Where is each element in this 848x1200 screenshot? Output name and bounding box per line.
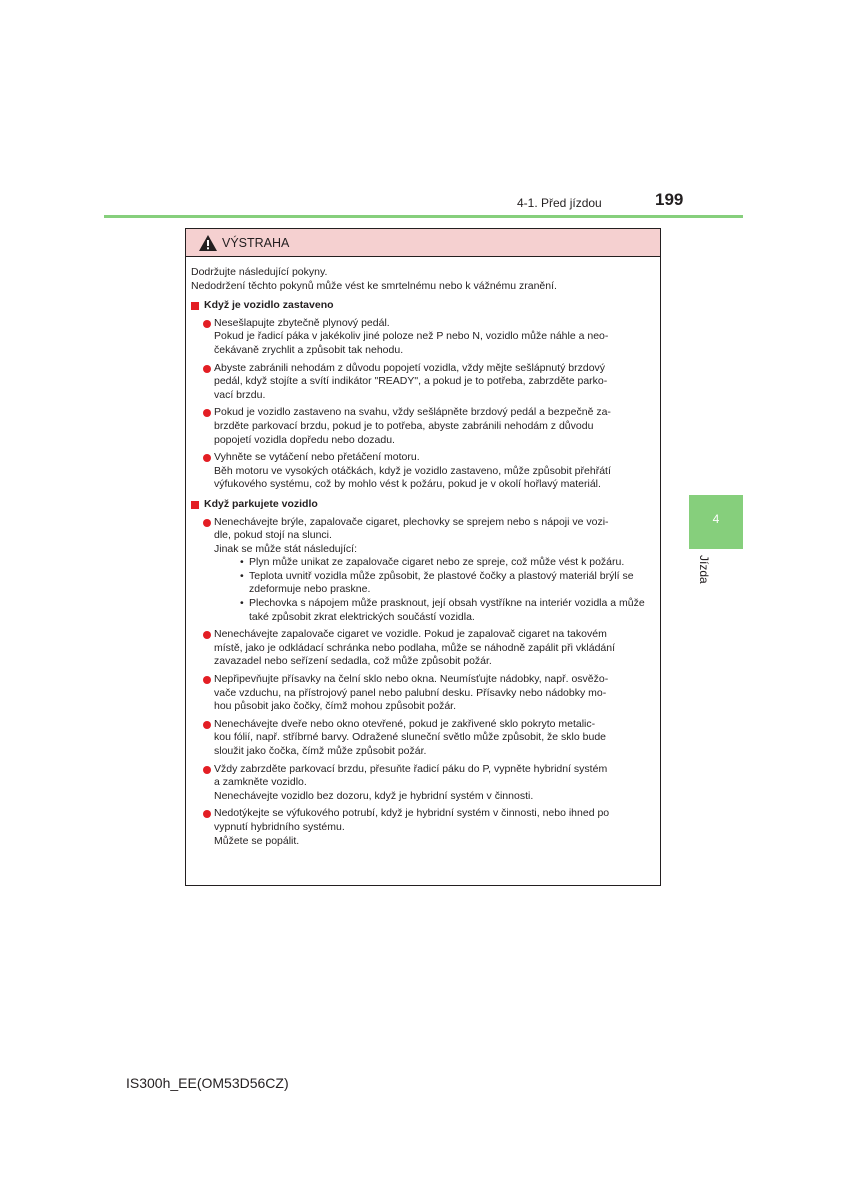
small-dot-bullet-icon: • [240,556,244,569]
item-text-line: Abyste zabránili nehodám z důvodu popojetí vozidla, vždy mějte sešlápnutý brzdový [214,361,606,374]
sub-item-text-line: Teplota uvnitř vozidla může způsobit, že plastové čočky a plastový materiál brýlí se [249,569,634,582]
item-text-line: vací brzdu. [214,388,266,401]
warning-item [191,673,655,714]
item-text-line: Nepřipevňujte přísavky na čelní sklo nebo okna. Neumísťujte nádobky, např. osvěžo- [214,673,609,686]
item-text-line: Nenechávejte brýle, zapalovače cigaret, plechovky se sprejem nebo s nápoji ve vozi- [214,515,609,528]
item-text-line: Běh motoru ve vysokých otáčkách, když je vozidlo zastaveno, může způsobit přehřátí [214,464,611,477]
red-dot-bullet-icon [203,365,211,373]
warning-body [186,257,660,848]
item-text-line: Vždy zabrzděte parkovací brzdu, přesuňte řadicí páku do P, vypněte hybridní systém [214,762,608,775]
section-heading-text: Když parkujete vozidlo [204,497,318,510]
warning-item [191,628,655,669]
warning-title: VÝSTRAHA [222,235,290,250]
red-square-bullet-icon [191,302,199,310]
warning-triangle-icon [198,234,218,252]
item-text-line: Nenechávejte zapalovače cigaret ve vozidle. Pokud je zapalovač cigaret na takovém [214,628,607,641]
red-dot-bullet-icon [203,454,211,462]
item-text-line: vače vzduchu, na přístrojový panel nebo palubní desku. Přísavky nebo nádobky mo- [214,686,607,699]
item-text-line: popojetí vozidla dopředu nebo dozadu. [214,433,395,446]
header-divider [104,215,743,218]
item-text-line: dle, pokud stojí na slunci. [214,529,332,542]
chapter-label: Jízda [697,555,711,584]
item-text-line: Pokud je vozidlo zastaveno na svahu, vždy sešlápněte brzdový pedál a bezpečně za- [214,406,611,419]
warning-item [191,718,655,759]
warning-item [191,516,655,625]
red-dot-bullet-icon [203,320,211,328]
item-text-line: výfukového systému, což by mohlo vést k požáru, pokud je v okolí hořlavý materiál. [214,478,601,491]
page-number: 199 [655,190,684,209]
red-dot-bullet-icon [203,766,211,774]
item-text-line: Nenechávejte vozidlo bez dozoru, když je hybridní systém v činnosti. [214,789,534,802]
section-heading [191,498,655,512]
red-dot-bullet-icon [203,409,211,417]
red-dot-bullet-icon [203,631,211,639]
sub-item-text-line: Plechovka s nápojem může prasknout, její obsah vystříkne na interiér vozidla a může [249,597,645,610]
item-text-line: pedál, když stojíte a svítí indikátor "READY", a pokud je to potřeba, zabrzděte parko- [214,375,608,388]
sub-item-text-line: zdeformuje nebo praskne. [249,583,371,596]
warning-item [191,763,655,804]
red-dot-bullet-icon [203,721,211,729]
small-dot-bullet-icon: • [240,597,244,610]
sub-item-text-line: Plyn může unikat ze zapalovače cigaret nebo ze spreje, což může vést k požáru. [249,556,625,569]
item-text-line: místě, jako je odkládací schránka nebo podlaha, může se náhodně zapálit při vkládání [214,641,615,654]
model-code: IS300h_EE(OM53D56CZ) [126,1075,289,1091]
item-text-line: vypnutí hybridního systému. [214,820,345,833]
item-text-line: a zamkněte vozidlo. [214,776,307,789]
small-dot-bullet-icon: • [240,569,244,582]
item-text-line: Jinak se může stát následující: [214,542,357,555]
item-text-line: čekávaně zrychlit a způsobit tak nehodu. [214,343,404,356]
item-text-line: brzděte parkovací brzdu, pokud je to potřeba, abyste zabránili nehodám z důvodu [214,419,594,432]
warning-item [191,406,655,447]
section-heading [191,299,655,313]
warning-header [186,229,660,257]
warning-item [191,451,655,492]
item-text-line: Nenechávejte dveře nebo okno otevřené, pokud je zakřivené sklo pokryto metalic- [214,717,596,730]
chapter-tab: 4 [689,495,743,549]
warning-item [191,807,655,848]
section-heading-text: Když je vozidlo zastaveno [204,299,334,312]
item-text-line: sloužit jako čočka, čímž může způsobit požár. [214,745,427,757]
item-text-line: Nesešlapujte zbytečně plynový pedál. [214,316,390,329]
red-dot-bullet-icon [203,519,211,527]
section-title: 4-1. Před jízdou [517,196,602,210]
warning-item [191,317,655,358]
sub-item [214,570,655,597]
item-text-line: Nedotýkejte se výfukového potrubí, když je hybridní systém v činnosti, nebo ihned po [214,807,610,820]
sub-item [214,597,655,624]
item-text-line: zavazadel nebo seřízení sedadla, což může způsobit požár. [214,655,492,668]
item-text-line: hou působit jako čočky, čímž mohou způsobit požár. [214,700,457,713]
item-text-line: Vyhněte se vytáčení nebo přetáčení motoru. [214,451,420,464]
item-text-line: kou fólií, např. stříbrné barvy. Odražené sluneční světlo může způsobit, že sklo bude [214,731,607,744]
sub-item [214,556,655,570]
item-text-line: Můžete se popálit. [214,834,300,847]
warning-box [185,228,661,886]
red-square-bullet-icon [191,501,199,509]
red-dot-bullet-icon [203,676,211,684]
sub-item-text-line: také způsobit zkrat elektrických součástí vozidla. [249,610,475,623]
warning-intro: Nedodržení těchto pokynů může vést ke smrtelnému nebo k vážnému zranění. [191,279,557,292]
item-text-line: Pokud je řadicí páka v jakékoliv jiné poloze než P nebo N, vozidlo může náhle a neo- [214,330,609,343]
red-dot-bullet-icon [203,810,211,818]
warning-item [191,362,655,403]
warning-intro: Dodržujte následující pokyny. [191,266,328,278]
